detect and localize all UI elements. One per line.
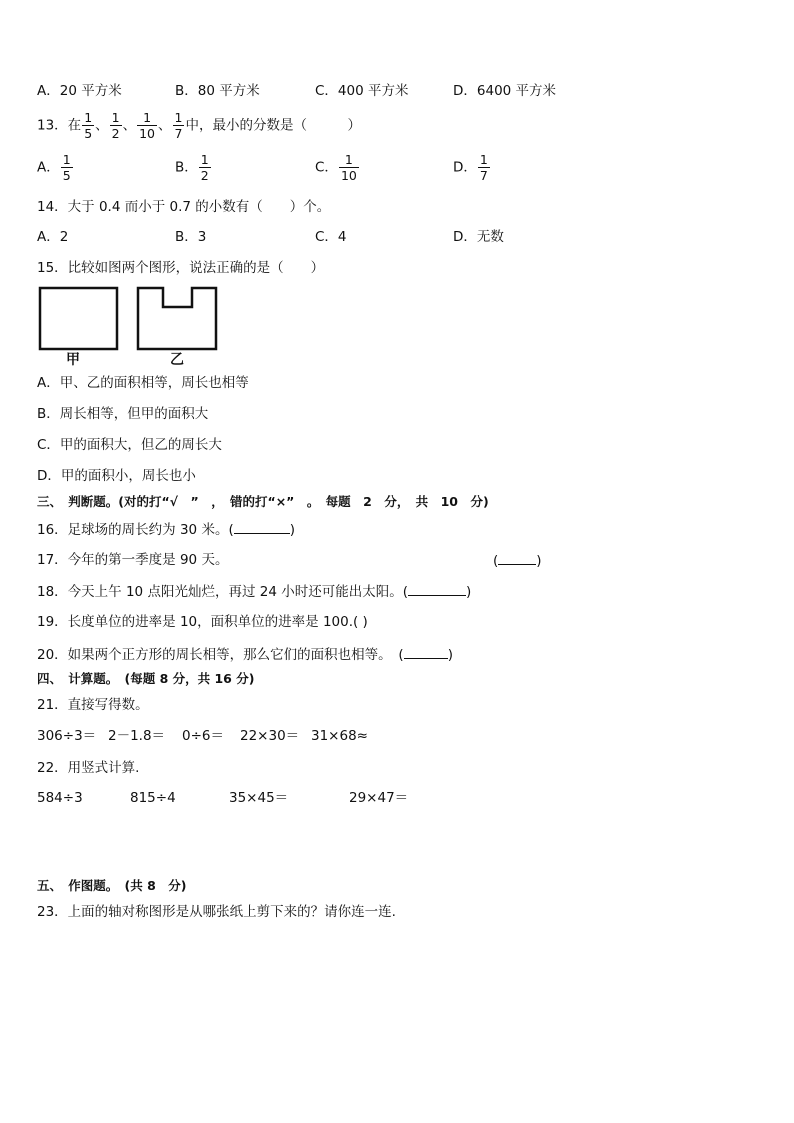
section-4-heading: 四、 计算题。 (每题 8 分，共 16 分) bbox=[37, 671, 255, 686]
q17-question: 17．今年的第一季度是 90 天。 bbox=[37, 552, 229, 568]
fraction: $\frac{1}{7}$ bbox=[174, 110, 183, 141]
q12-option-a: A．20 平方米 bbox=[37, 83, 122, 99]
q22-item: 584÷3 bbox=[37, 790, 83, 806]
answer-blank[interactable] bbox=[498, 552, 536, 565]
q22-item: 29×47＝ bbox=[349, 790, 409, 806]
answer-blank[interactable] bbox=[408, 583, 466, 596]
q20-question: 20．如果两个正方形的周长相等，那么它们的面积也相等。 ( ) bbox=[37, 647, 453, 663]
q21-question: 21．直接写得数。 bbox=[37, 697, 149, 713]
q17-answer-slot: ( ) bbox=[493, 553, 542, 569]
q23-question: 23．上面的轴对称图形是从哪张纸上剪下来的？请你连一连. bbox=[37, 904, 396, 920]
figure-jia-label: 甲 bbox=[66, 352, 80, 368]
q21-item: 31×68≈ bbox=[311, 728, 368, 744]
q13-option-a: A． $\frac{1}{5}$ bbox=[37, 152, 71, 183]
figure-yi-label: 乙 bbox=[170, 352, 184, 368]
q13-question: 13．在 $\frac{1}{5}$ 、 $\frac{1}{2}$ 、 $\frac{1}{10}$ 、 $\frac{1}{7}$ 中，最小的分数是（ ） bbox=[37, 110, 361, 141]
q12-option-c: C．400 平方米 bbox=[315, 83, 409, 99]
q21-item: 22×30＝ bbox=[240, 728, 300, 744]
q13-option-b: B． $\frac{1}{2}$ bbox=[175, 152, 209, 183]
q15-option-c: C．甲的面积大，但乙的周长大 bbox=[37, 437, 222, 453]
q21-item: 306÷3＝ bbox=[37, 728, 97, 744]
q22-item: 815÷4 bbox=[130, 790, 176, 806]
fraction: $\frac{1}{5}$ bbox=[84, 110, 93, 141]
q12-option-b: B．80 平方米 bbox=[175, 83, 260, 99]
q13-prefix: 13．在 bbox=[37, 117, 82, 134]
q13-option-c: C． $\frac{1}{10}$ bbox=[315, 152, 357, 183]
q15-option-d: D．甲的面积小，周长也小 bbox=[37, 468, 196, 484]
q18-question: 18．今天上午 10 点阳光灿烂，再过 24 小时还可能出太阳。( ) bbox=[37, 584, 472, 600]
figure-yi-notched-shape bbox=[136, 286, 220, 352]
q14-option-c: C．4 bbox=[315, 229, 347, 245]
q22-item: 35×45＝ bbox=[229, 790, 289, 806]
q14-option-d: D．无数 bbox=[453, 229, 504, 245]
section-3-heading: 三、 判断题。(对的打“√ ” ， 错的打“×” 。 每题 2 分， 共 10 分) bbox=[37, 494, 489, 509]
q16-question: 16．足球场的周长约为 30 米。( ) bbox=[37, 522, 295, 538]
q22-question: 22．用竖式计算. bbox=[37, 760, 140, 776]
q21-item: 0÷6＝ bbox=[182, 728, 224, 744]
q15-option-b: B．周长相等，但甲的面积大 bbox=[37, 406, 209, 422]
q14-option-a: A．2 bbox=[37, 229, 69, 245]
q21-item: 2－1.8＝ bbox=[108, 728, 166, 744]
fraction: $\frac{1}{2}$ bbox=[111, 110, 120, 141]
answer-blank[interactable] bbox=[234, 521, 290, 534]
q15-question: 15．比较如图两个图形，说法正确的是（ ） bbox=[37, 260, 325, 276]
section-5-heading: 五、 作图题。 (共 8 分) bbox=[37, 878, 187, 893]
q14-option-b: B．3 bbox=[175, 229, 207, 245]
fraction: $\frac{1}{10}$ bbox=[139, 110, 155, 141]
q19-question: 19．长度单位的进率是 10，面积单位的进率是 100.( ) bbox=[37, 614, 368, 630]
q14-question: 14．大于 0.4 而小于 0.7 的小数有（ ）个。 bbox=[37, 199, 331, 215]
q15-option-a: A．甲、乙的面积相等，周长也相等 bbox=[37, 375, 249, 391]
q12-option-d: D．6400 平方米 bbox=[453, 83, 557, 99]
q13-suffix: 中，最小的分数是（ ） bbox=[185, 117, 361, 134]
answer-blank[interactable] bbox=[404, 646, 448, 659]
figure-jia-rectangle bbox=[38, 286, 120, 352]
q13-option-d: D． $\frac{1}{7}$ bbox=[453, 152, 488, 183]
